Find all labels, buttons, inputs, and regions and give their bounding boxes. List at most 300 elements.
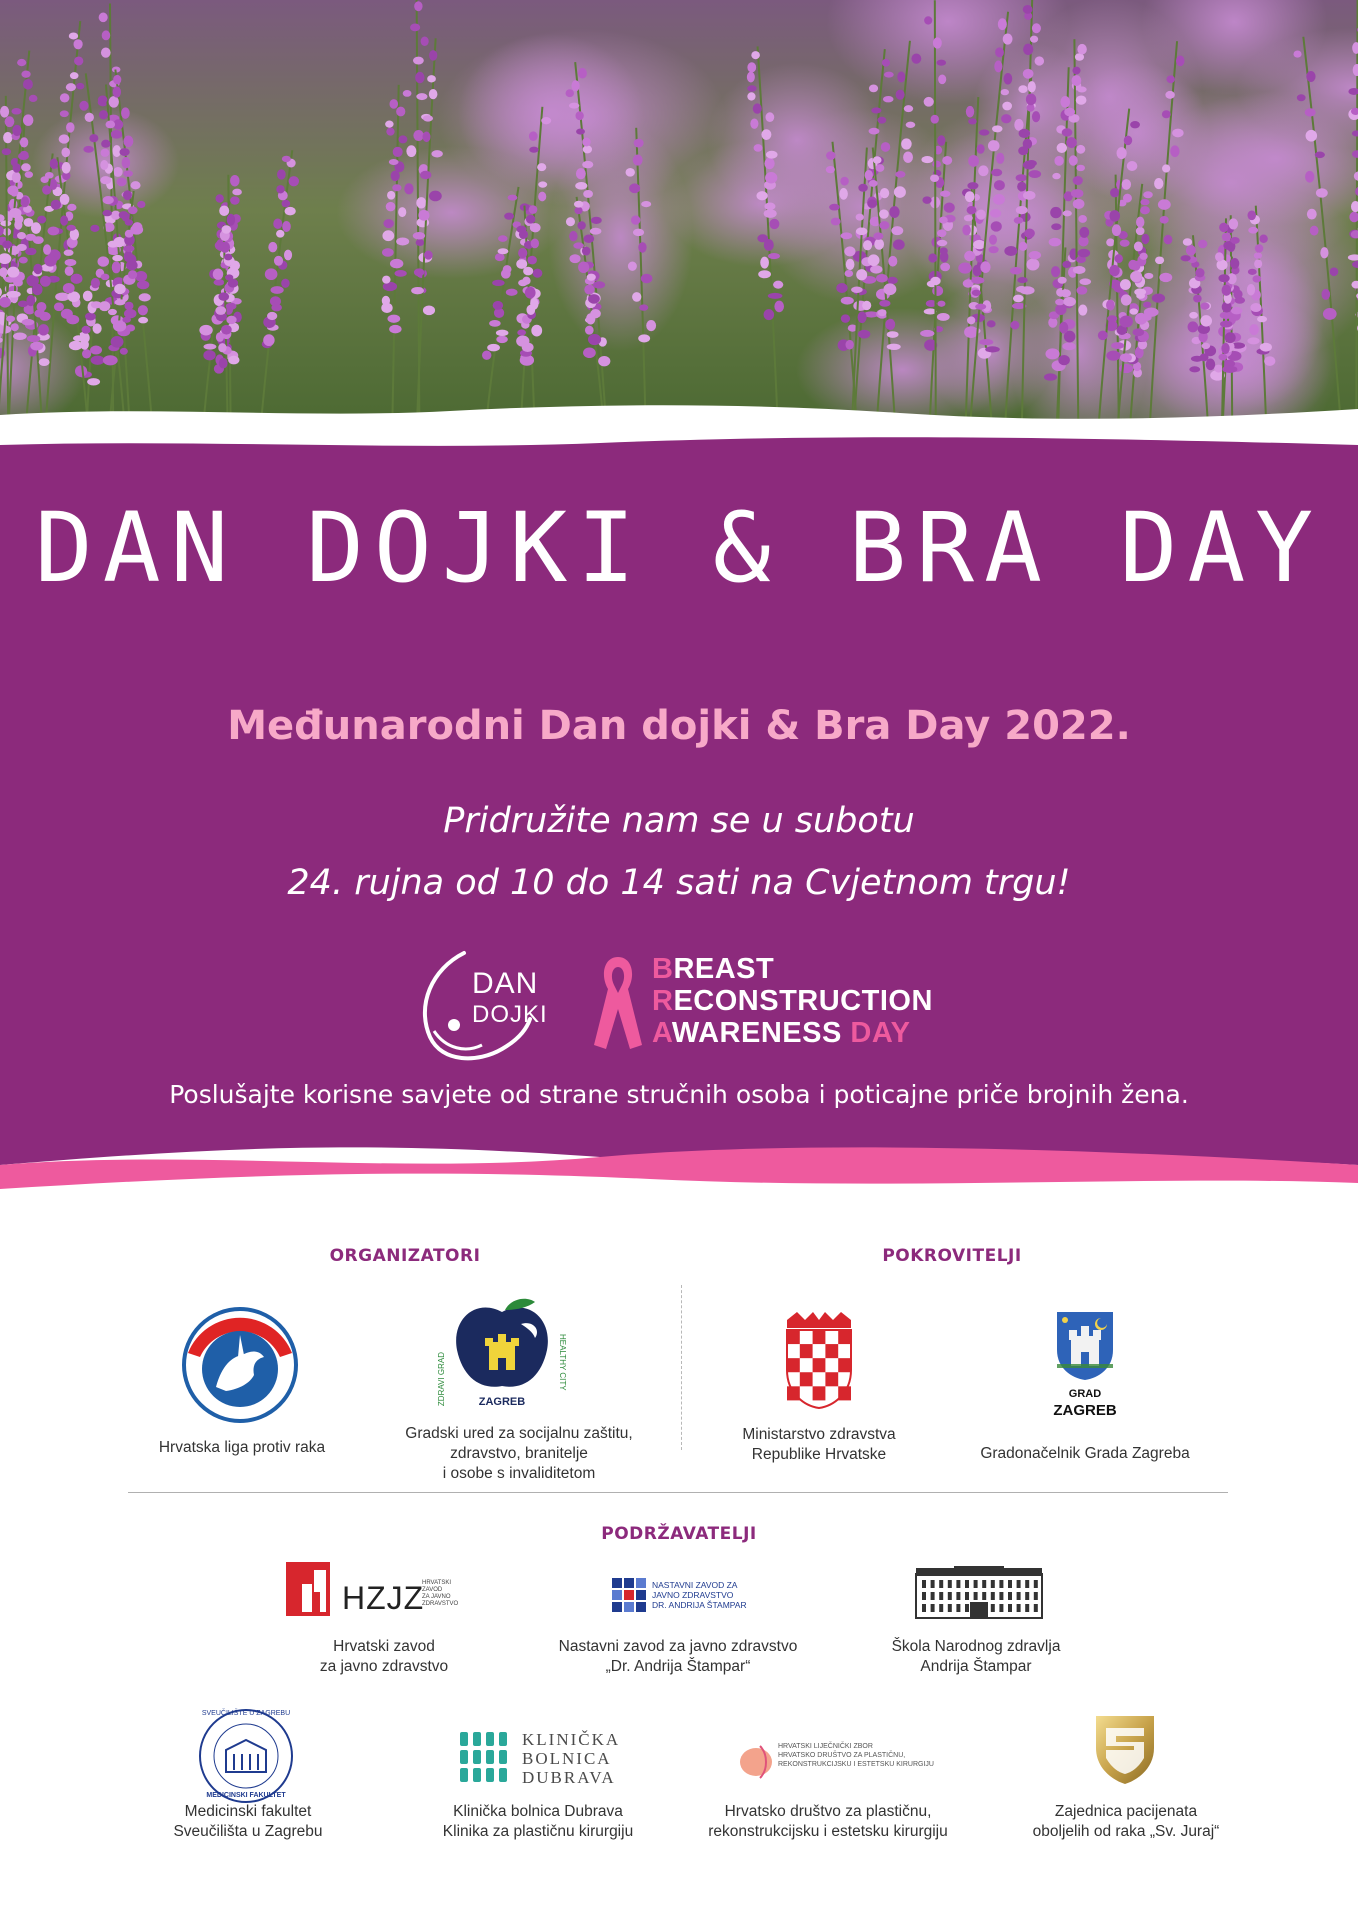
heather-flower [1250, 303, 1261, 312]
heather-flower [1024, 228, 1035, 238]
kbd-text-line: DUBRAVA [522, 1768, 616, 1787]
heather-flower [74, 39, 83, 49]
heather-flower [569, 254, 580, 263]
heather-flower [1073, 266, 1086, 274]
heather-flower [1122, 179, 1131, 190]
heather-flower [1049, 238, 1061, 247]
heather-flower [1054, 156, 1063, 166]
heather-flower [489, 320, 501, 327]
heather-flower [641, 274, 653, 284]
event-title: DAN DOJKI & BRA DAY [34, 492, 1324, 604]
hdpreik-text-line: HRVATSKO DRUŠTVO ZA PLASTIČNU, [778, 1752, 906, 1759]
building-window [1025, 1592, 1029, 1600]
heather-flower [1073, 176, 1083, 185]
heather-flower [1248, 227, 1258, 234]
heather-flower [1188, 321, 1199, 332]
heather-flower [531, 238, 539, 248]
heather-flower [429, 89, 438, 99]
heather-flower [964, 251, 975, 261]
heather-flower [2, 148, 11, 155]
heather-flower [993, 194, 1005, 205]
heather-flower [931, 115, 939, 124]
heather-flower [829, 204, 840, 211]
heather-flower [1001, 89, 1009, 95]
heather-flower [750, 118, 758, 128]
heather-flower [1014, 119, 1023, 131]
heather-flower [59, 134, 70, 143]
building-window [931, 1580, 935, 1588]
heather-flower [11, 323, 19, 331]
heather-flower [884, 72, 894, 78]
heather-flower [576, 128, 585, 134]
heather-flower [90, 346, 102, 355]
heather-flower [1323, 308, 1337, 320]
caption-line: „Dr. Andrija Štampar“ [605, 1658, 751, 1675]
heather-flower [883, 96, 893, 102]
heather-flower [1260, 343, 1272, 352]
heather-flower [1110, 188, 1119, 197]
heather-flower [1143, 191, 1153, 198]
heather-flower [958, 263, 972, 274]
heather-flower [988, 246, 998, 253]
building-window [922, 1604, 926, 1612]
heather-flower [846, 259, 855, 270]
heather-flower [928, 253, 937, 262]
heather-flower [101, 149, 110, 157]
heather-flower [856, 228, 868, 236]
kbd-logo-text [522, 1730, 620, 1787]
heather-flower [1144, 307, 1159, 316]
heather-flower [113, 86, 121, 97]
building-window [974, 1580, 978, 1588]
heather-flower [1130, 271, 1142, 282]
heather-flower [940, 247, 948, 254]
heather-flower [1120, 279, 1131, 290]
kbd-dot [499, 1732, 507, 1746]
heather-flower [904, 105, 913, 112]
heather-flower [577, 221, 585, 229]
building-window [939, 1580, 943, 1588]
caption-line: Klinika za plastičnu kirurgiju [442, 1823, 634, 1840]
heather-flower [885, 319, 895, 330]
caption-line: zdravstvo, branitelje [450, 1445, 588, 1462]
heather-flower [1060, 289, 1071, 297]
heather-flower [967, 316, 975, 324]
heather-flower [841, 232, 853, 239]
bra-rest-2: ECONSTRUCTION [673, 985, 933, 1017]
heather-flower [1193, 295, 1202, 303]
heather-flower [994, 60, 1002, 72]
building-window [991, 1592, 995, 1600]
heather-flower [1230, 258, 1239, 269]
heather-flower [1320, 247, 1328, 258]
heather-flower [226, 303, 237, 310]
heather-flower [1120, 353, 1132, 362]
heather-flower [1152, 294, 1165, 303]
heather-flower [227, 214, 235, 226]
heather-flower [1158, 199, 1171, 210]
heather-flower [578, 68, 587, 79]
caption-line: i osobe s invaliditetom [442, 1465, 596, 1482]
heather-flower [583, 347, 596, 358]
heather-flower [1306, 130, 1318, 142]
building-window [991, 1604, 995, 1612]
zdravi-grad-zagreb-logo [437, 1294, 567, 1414]
heather-flower [1077, 44, 1086, 55]
heather-flower [1164, 235, 1173, 245]
hero-blur-blob [707, 63, 887, 218]
heather-flower [18, 152, 29, 160]
heather-flower [1023, 69, 1034, 79]
building-window [1008, 1580, 1012, 1588]
heather-flower [289, 176, 299, 186]
heather-flower [415, 72, 424, 83]
heather-flower [1128, 260, 1137, 270]
heather-flower [867, 200, 877, 208]
heather-flower [1229, 218, 1239, 229]
caption-line: Sveučilišta u Zagrebu [173, 1823, 323, 1840]
heather-flower [282, 221, 291, 232]
heather-flower [880, 188, 889, 198]
heather-flower [115, 299, 126, 305]
heather-flower [1172, 129, 1183, 138]
heather-flower [382, 276, 390, 284]
heather-flower [582, 138, 590, 147]
heather-flower [1222, 285, 1232, 296]
heather-flower [1016, 206, 1028, 214]
building-window [999, 1592, 1003, 1600]
building-window [1034, 1580, 1038, 1588]
heather-flower [877, 117, 886, 124]
heather-flower [588, 294, 600, 304]
heather-flower [575, 182, 587, 190]
heather-flower [747, 92, 755, 100]
heather-flower [1076, 145, 1085, 154]
heather-flower [215, 306, 226, 315]
heather-flower [66, 225, 76, 231]
kbd-dot [460, 1768, 468, 1782]
heather-flower [87, 378, 100, 385]
hrvatska-liga-protiv-raka-logo [180, 1305, 300, 1425]
heather-flower [1189, 312, 1198, 319]
heather-flower [218, 343, 226, 352]
heather-flower [101, 47, 111, 57]
heather-flower [1076, 286, 1087, 294]
heather-flower [45, 172, 54, 179]
heather-flower [874, 239, 884, 250]
heather-flower [922, 196, 931, 204]
heather-flower [1066, 137, 1077, 148]
heather-flower [418, 210, 429, 221]
heather-flower [219, 358, 228, 369]
caption-line: Klinička bolnica Dubrava [453, 1803, 623, 1820]
heather-flower [845, 270, 854, 277]
heather-flower [1079, 227, 1089, 238]
heather-flower [1078, 215, 1087, 223]
heather-flower [897, 71, 905, 82]
heather-flower [213, 269, 223, 280]
heather-flower [1115, 254, 1123, 263]
heather-flower [382, 230, 394, 241]
bra-cap-r: R [652, 985, 674, 1017]
heather-flower [756, 191, 767, 200]
heather-flower [516, 336, 529, 347]
heather-flower [930, 277, 940, 285]
heather-flower [1023, 191, 1036, 200]
heather-flower [891, 226, 903, 235]
heather-flower [1223, 241, 1233, 250]
hzjz-small-line: ZA JAVNO [422, 1594, 451, 1600]
heather-flower [25, 234, 36, 241]
heather-flower [987, 320, 996, 327]
caption-hdpreik [708, 1802, 947, 1842]
building-window [1017, 1604, 1021, 1612]
heather-flower [101, 274, 110, 281]
building-window [1008, 1592, 1012, 1600]
heather-flower [225, 274, 233, 280]
heather-flower [33, 264, 42, 274]
heather-flower [1023, 161, 1035, 170]
heather-flower [398, 207, 406, 217]
heather-flower [1062, 342, 1075, 350]
heather-flower [82, 326, 91, 334]
building-window [1025, 1604, 1029, 1612]
heather-flower [1247, 337, 1259, 344]
heather-flower [826, 166, 835, 173]
heather-flower [590, 228, 602, 235]
caption-kbd [443, 1802, 633, 1842]
heather-flower [1058, 277, 1067, 284]
heather-flower [632, 292, 641, 302]
heather-flower [62, 162, 71, 174]
heather-flower [753, 103, 762, 113]
heather-flower [413, 130, 423, 141]
heather-flower [583, 145, 592, 153]
heather-flower [1234, 290, 1243, 299]
heather-flower [924, 16, 932, 24]
bra-cap-b: B [652, 953, 674, 985]
hdpreik-text-line: REKONSTRUKCIJSKU I ESTETSKU KIRURGIJU [778, 1761, 934, 1768]
heather-flower [392, 184, 401, 191]
heather-flower [1305, 171, 1314, 183]
building-window [982, 1580, 986, 1588]
heather-flower [1330, 267, 1339, 276]
heather-flower [766, 151, 778, 159]
building-window [965, 1580, 969, 1588]
heather-flower [51, 200, 61, 210]
heather-flower [37, 302, 47, 312]
heather-flower [1140, 199, 1149, 205]
heather-flower [65, 259, 77, 266]
heather-flower [1214, 365, 1223, 373]
heather-flower [1032, 23, 1041, 33]
heather-flower [937, 229, 946, 237]
heather-flower [25, 171, 33, 178]
heather-flower [60, 215, 68, 225]
heather-flower [937, 240, 947, 246]
heather-stem [935, 0, 936, 420]
heather-flower [1247, 284, 1255, 296]
heather-flower [569, 231, 577, 241]
bra-rest-1: REAST [673, 953, 775, 985]
hzjz-small-line: HRVATSKI [422, 1580, 452, 1586]
heather-flower [414, 268, 424, 276]
heather-flower [122, 157, 131, 168]
heather-flower [633, 229, 644, 236]
heather-flower [529, 205, 538, 214]
heather-flower [63, 283, 75, 293]
heather-flower [760, 257, 769, 269]
building-window [991, 1580, 995, 1588]
heather-flower [1050, 207, 1061, 218]
heather-flower [82, 349, 91, 358]
heather-flower [851, 287, 863, 293]
heather-flower [1055, 304, 1066, 315]
heather-flower [0, 106, 9, 118]
heather-flower [869, 180, 878, 187]
heather-flower [1310, 226, 1319, 236]
heather-flower [764, 309, 775, 320]
heather-flower [111, 336, 124, 348]
heather-flower [1023, 44, 1033, 55]
heather-flower [204, 344, 217, 350]
heather-flower [1248, 269, 1257, 275]
heather-flower [493, 301, 503, 310]
heather-flower [967, 182, 978, 189]
kbd-dot [460, 1750, 468, 1764]
heather-flower [75, 365, 87, 377]
heather-flower [1297, 94, 1306, 101]
heather-flower [224, 254, 232, 261]
heather-flower [873, 156, 882, 164]
zagreb-coat-of-arms [1050, 1310, 1120, 1425]
heather-flower [1220, 321, 1232, 328]
heather-flower [639, 304, 648, 310]
heather-flower [66, 83, 76, 91]
caption-line: Nastavni zavod za javno zdravstvo [558, 1638, 798, 1655]
heather-flower [1144, 273, 1153, 279]
heather-flower [50, 158, 58, 169]
heather-flower [91, 278, 100, 289]
bra-day-logo [590, 953, 970, 1053]
heather-flower [43, 244, 51, 255]
heather-flower [1028, 81, 1036, 92]
heather-flower [882, 59, 890, 67]
zg-right-text: HEALTHY CITY [558, 1334, 567, 1391]
heather-flower [424, 251, 433, 260]
heather-flower [1141, 234, 1149, 244]
heather-flower [1315, 151, 1325, 158]
heather-flower [1019, 129, 1030, 138]
heather-flower [37, 216, 46, 224]
heather-flower [1254, 259, 1262, 268]
heather-flower [112, 255, 123, 261]
heather-flower [74, 56, 83, 65]
heather-flower [576, 168, 586, 179]
zg-bottom-text: ZAGREB [478, 1396, 526, 1408]
heather-flower [858, 184, 868, 192]
heather-flower [976, 209, 986, 219]
heather-flower [390, 259, 403, 269]
heather-flower [1186, 245, 1196, 256]
caption-line: Medicinski fakultet [184, 1803, 312, 1820]
heather-flower [1072, 75, 1082, 86]
heather-flower [1063, 297, 1076, 306]
checker-square [800, 1344, 813, 1358]
heather-flower [26, 275, 38, 286]
heather-flower [429, 191, 442, 202]
caption-line: Gradonačelnik Grada Zagreba [980, 1445, 1190, 1462]
heather-flower [1109, 265, 1119, 276]
heather-flower [1166, 75, 1175, 83]
bra-logo-line3 [652, 1017, 910, 1050]
heather-flower [60, 110, 69, 117]
heather-flower [529, 131, 538, 141]
heather-flower [213, 279, 224, 285]
heather-flower [123, 190, 132, 200]
heather-flower [61, 309, 73, 319]
medfak-bottom-text: MEDICINSKI FAKULTET [206, 1792, 286, 1799]
heather-flower [99, 301, 110, 311]
heather-flower [628, 261, 637, 270]
heather-flower [124, 251, 133, 262]
heather-flower [91, 355, 105, 364]
heather-flower [429, 50, 437, 61]
heather-flower [940, 191, 950, 197]
heather-flower [1252, 275, 1261, 282]
caption-line: Republike Hrvatske [751, 1446, 887, 1463]
heather-flower [503, 265, 512, 273]
hzjz-small-line: ZAVOD [422, 1587, 443, 1593]
checker-square [787, 1386, 800, 1400]
heather-flower [942, 156, 952, 165]
heather-flower [396, 237, 409, 245]
heather-flower [108, 309, 117, 315]
building-window [1008, 1604, 1012, 1612]
heather-flower [879, 209, 889, 218]
heather-flower [964, 326, 978, 338]
heather-flower [537, 163, 546, 171]
building-window [939, 1592, 943, 1600]
heather-flower [1200, 303, 1209, 310]
heather-flower [1063, 210, 1072, 216]
heather-flower [764, 158, 774, 170]
heather-flower [27, 335, 40, 342]
heather-flower [97, 256, 109, 266]
heather-flower [587, 274, 596, 281]
heather-flower [1071, 189, 1084, 198]
heather-flower [831, 218, 841, 226]
heather-flower [230, 196, 240, 204]
heather-flower [522, 277, 530, 285]
heather-flower [386, 202, 396, 211]
heather-flower [1111, 342, 1124, 349]
heather-flower [99, 110, 108, 119]
heather-flower [876, 274, 888, 282]
heather-flower [990, 209, 1001, 217]
heather-flower [1257, 316, 1267, 322]
heather-flower [17, 244, 27, 251]
bra-day-word: DAY [850, 1017, 911, 1049]
heather-flower [591, 217, 602, 224]
heather-flower [593, 281, 605, 288]
heather-flower [566, 89, 574, 97]
heather-flower [598, 356, 610, 366]
heather-flower [1162, 110, 1171, 118]
heather-flower [751, 51, 760, 59]
caption-hrvatska-liga [159, 1438, 325, 1458]
heather-flower [937, 135, 945, 146]
